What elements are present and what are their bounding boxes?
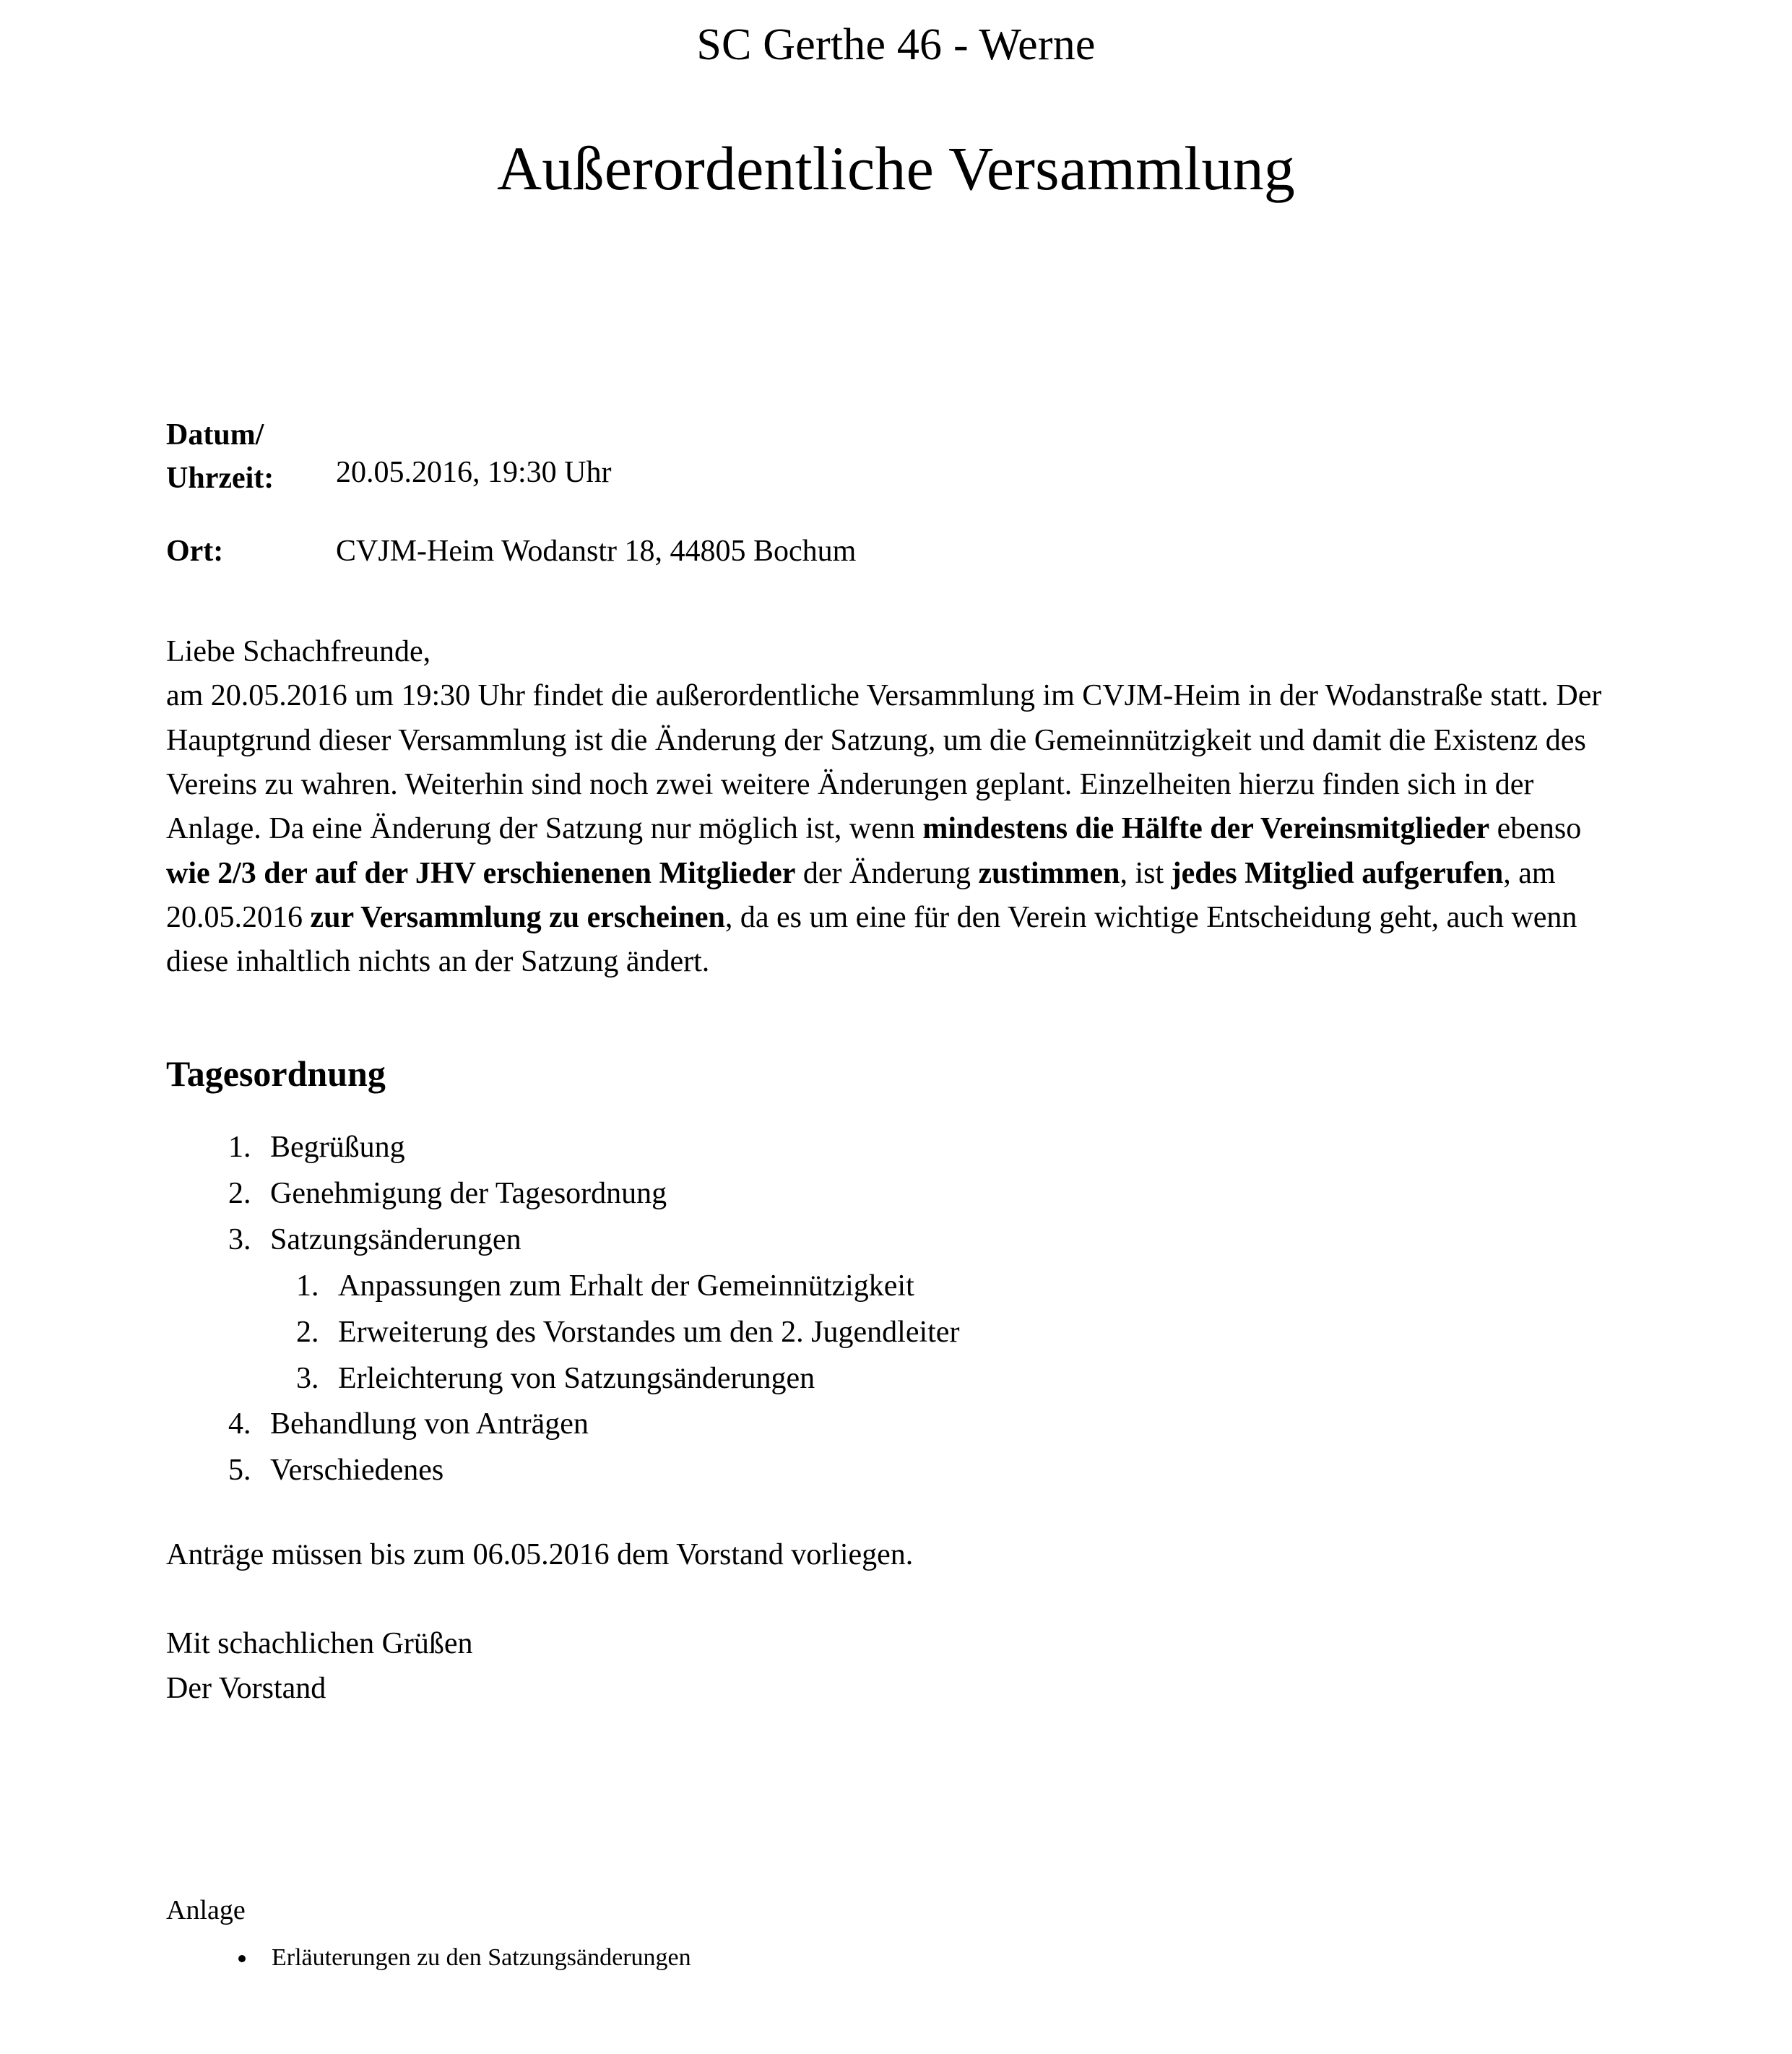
agenda-list [166, 1125, 1626, 1494]
meta-row-date [166, 414, 1626, 500]
closing-line-1: Mit schachlichen Grüßen [166, 1627, 473, 1661]
meta-block [166, 414, 1626, 574]
agenda-heading: Tagesordnung [166, 1053, 386, 1095]
agenda-item: 1. Begrüßung [259, 1125, 1626, 1171]
agenda-subitem: 1. Anpassungen zum Erhalt der Gemeinnützigkeit [326, 1264, 1626, 1310]
letter-bold2: wie 2/3 der auf der JHV erschienenen Mitglieder [166, 856, 796, 890]
place-label: Ort: [166, 535, 224, 569]
agenda-subitem: 3. Erleichterung von Satzungsänderungen [326, 1356, 1626, 1402]
letter-body [166, 630, 1626, 985]
letter-part6: , da es um eine für den Verein wichtige Entscheidung geht, auch wenn diese inhaltlich nichts an der Satzung ändert. [166, 900, 1577, 979]
page-title: Außerordentliche Versammlung [497, 134, 1295, 204]
attachment-heading: Anlage [166, 1895, 246, 1926]
meta-row-place [166, 530, 1626, 574]
letter-bold1: mindestens die Hälfte der Vereinsmitglieder [922, 812, 1490, 846]
closing-line-2: Der Vorstand [166, 1671, 326, 1705]
attachment-item: • Erläuterungen zu den Satzungsänderungen [257, 1940, 1626, 1975]
letter-part2: ebenso [1489, 812, 1582, 846]
club-name: SC Gerthe 46 - Werne [696, 20, 1096, 69]
agenda-subitem: 2. Erweiterung des Vorstandes um den 2. Jugendleiter [326, 1310, 1626, 1356]
salutation: Liebe Schachfreunde, [166, 634, 431, 668]
letter-bold4: jedes Mitglied aufgerufen [1171, 856, 1504, 890]
closing-block [166, 1622, 1626, 1711]
agenda-item: 2. Genehmigung der Tagesordnung [259, 1171, 1626, 1217]
letter-bold3: zustimmen [978, 856, 1120, 890]
agenda-sublist [270, 1264, 1626, 1402]
attachment-block [166, 1891, 1626, 1975]
date-label-line2: Uhrzeit: [166, 461, 274, 495]
letter-bold5: zur Versammlung zu erscheinen [310, 900, 725, 934]
letter-paragraph [166, 674, 1626, 984]
letter-part3: der Änderung [795, 856, 979, 890]
date-value: 20.05.2016, 19:30 Uhr [336, 456, 612, 490]
letter-part5: , am 20.05.2016 [166, 856, 1556, 934]
date-label [166, 414, 336, 500]
letter-part4: , ist [1120, 856, 1172, 890]
agenda-item: 5. Verschiedenes [259, 1448, 1626, 1494]
deadline-note: Anträge müssen bis zum 06.05.2016 dem Vorstand vorliegen. [166, 1538, 914, 1572]
place-value: CVJM-Heim Wodanstr 18, 44805 Bochum [336, 535, 857, 569]
date-label-line1: Datum/ [166, 418, 264, 452]
letter-part1: am 20.05.2016 um 19:30 Uhr findet die außerordentliche Versammlung im CVJM-Heim in der Wodanstraße statt. Der Hauptgrund dieser Versammlung ist die Änderung der Satzung, um die Gemeinnützigkeit und damit die Existenz des Vereins zu wahren. Weiterhin sind noch zwei weitere Änderungen geplant. Einzelheiten hierzu finden sich in der Anlage. Da eine Änderung der Satzung nur möglich ist, wenn [166, 679, 1602, 846]
agenda-item [259, 1217, 1626, 1402]
agenda-item: 4. Behandlung von Anträgen [259, 1402, 1626, 1448]
agenda-item-label: Satzungsänderungen [270, 1223, 521, 1257]
attachment-list [166, 1940, 1626, 1975]
